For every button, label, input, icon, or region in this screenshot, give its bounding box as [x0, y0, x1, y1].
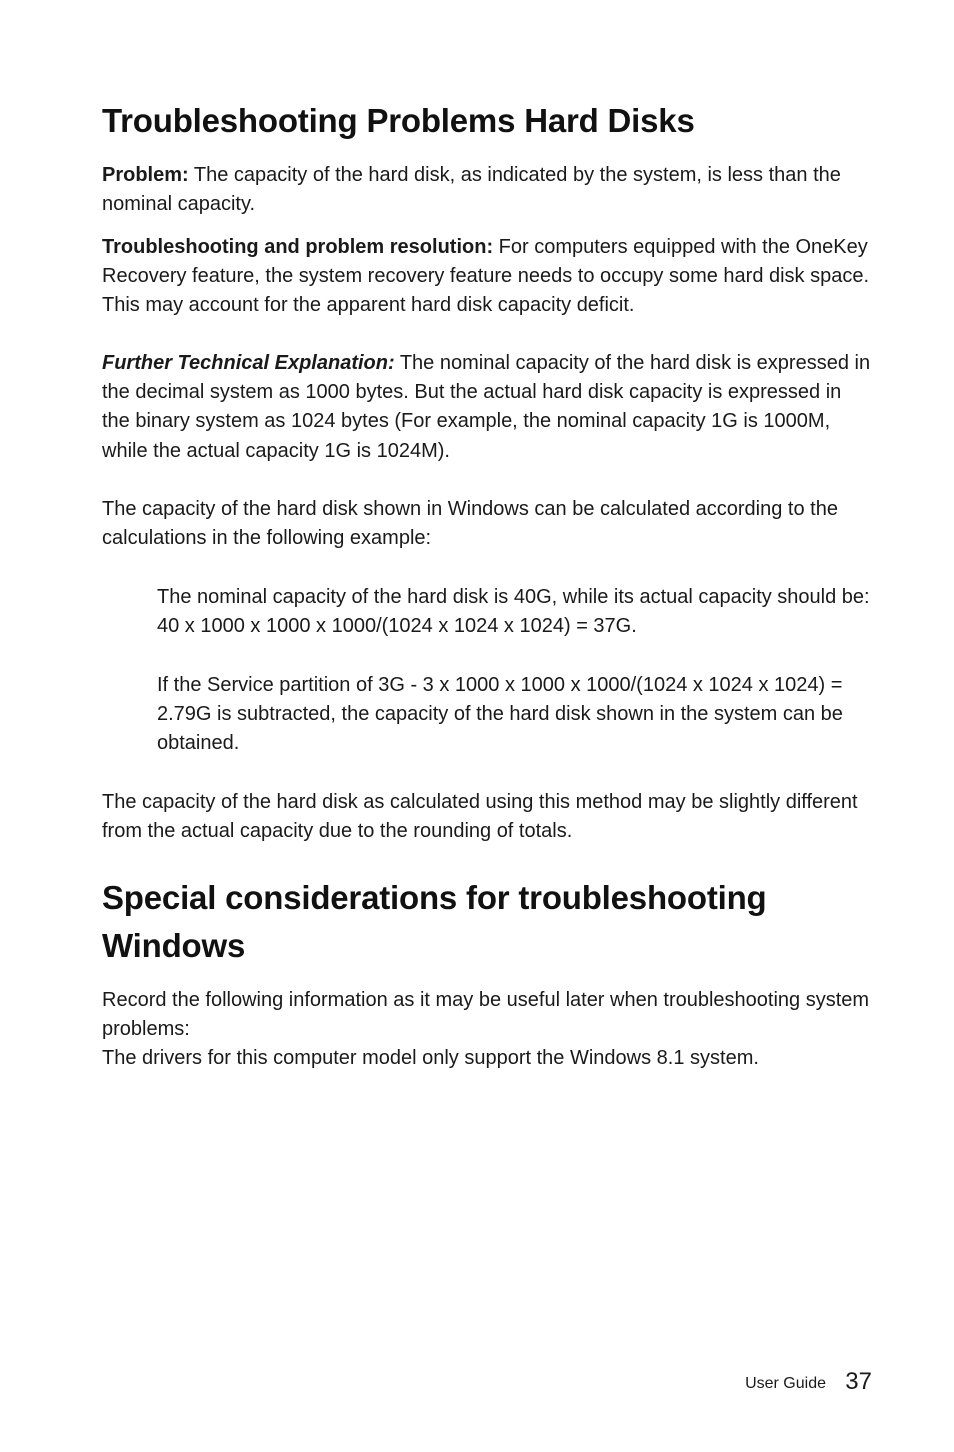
rounding-note-paragraph [102, 788, 874, 846]
resolution-text: For computers equipped with the OneKey Recovery feature, the system recovery feature needs to occupy some hard disk space. This may account for the apparent hard disk capacity deficit. [102, 236, 870, 317]
example1-paragraph [157, 583, 874, 641]
example2-text: If the Service partition of 3G - 3 x 1000 x 1000 x 1000/(1024 x 1024 x 1024) = 2.79G is subtracted, the capacity of the hard disk shown in the system can be obtained. [157, 674, 843, 755]
rounding-note-text: The capacity of the hard disk as calculated using this method may be slightly different from the actual capacity due to the rounding of totals. [102, 791, 858, 843]
section-title-windows: Special considerations for troubleshooting Windows [102, 879, 767, 964]
calc-intro-text: The capacity of the hard disk shown in Windows can be calculated according to the calculations in the following example: [102, 498, 838, 550]
page-number: 37 [845, 1368, 872, 1395]
further-text: The nominal capacity of the hard disk is expressed in the decimal system as 1000 bytes. But the actual hard disk capacity is expressed in the binary system as 1024 bytes (For example, the nominal capacity 1G is 1000M, while the actual capacity 1G is 1024M). [102, 352, 871, 462]
footer-label: User Guide [745, 1375, 826, 1392]
example2-paragraph [157, 671, 874, 759]
problem-text: The capacity of the hard disk, as indicated by the system, is less than the nominal capacity. [102, 164, 841, 216]
page-footer [0, 1366, 954, 1396]
record-info-paragraph [102, 986, 874, 1074]
resolution-label: Troubleshooting and problem resolution: [102, 236, 494, 258]
calc-intro-paragraph [102, 495, 874, 553]
problem-paragraph [102, 161, 874, 219]
record-info-text: Record the following information as it may be useful later when troubleshooting system problems: [102, 989, 870, 1041]
section-title-hard-disks: Troubleshooting Problems Hard Disks [102, 102, 695, 139]
example1-text: The nominal capacity of the hard disk is 40G, while its actual capacity should be: 40 x 1000 x 1000 x 1000/(1024 x 1024 x 1024) = 37G. [157, 586, 870, 638]
problem-label: Problem: [102, 164, 189, 186]
resolution-paragraph [102, 233, 874, 321]
further-explanation-paragraph [102, 349, 874, 466]
drivers-note-text: The drivers for this computer model only support the Windows 8.1 system. [102, 1047, 759, 1070]
further-label: Further Technical Explanation: [102, 352, 395, 374]
